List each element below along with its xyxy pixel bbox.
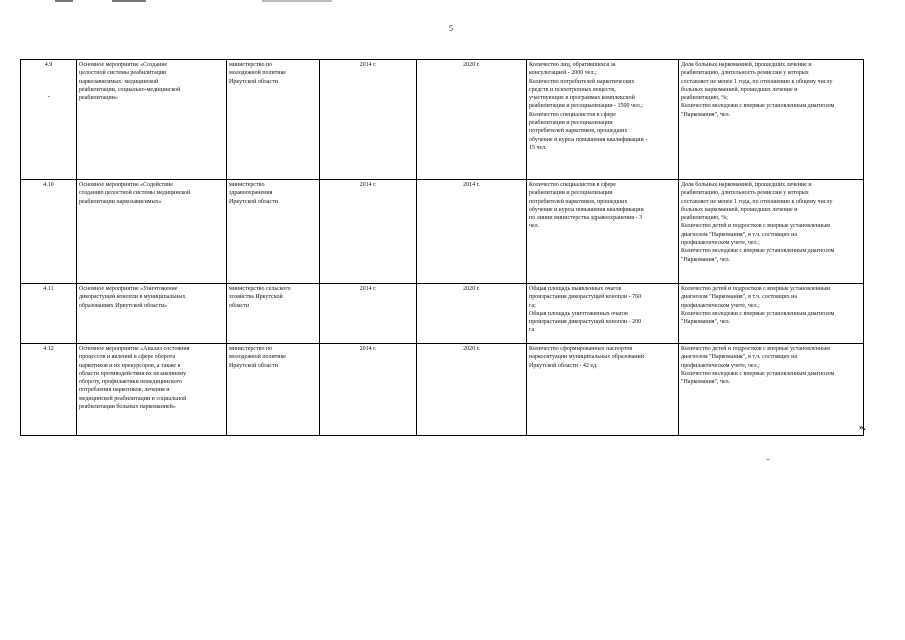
end-year-cell: 2020 г. — [417, 60, 527, 180]
indicators-cell-line: "Наркомания", чел. — [681, 256, 731, 263]
scan-artifact — [112, 0, 146, 2]
indicators-cell-line: диагнозом "Наркомания", в т.ч. состоящих на — [681, 354, 797, 361]
table-row — [21, 284, 864, 344]
event-cell-line: области противодействия их незаконному — [79, 370, 187, 377]
end-year-cell: 2020 г. — [417, 284, 527, 344]
results-cell-line: обучение и курсы повышения квалификации - — [529, 136, 648, 143]
event-cell — [77, 284, 227, 344]
indicators-cell-line: составляет не менее 1 года, по отношению к общему числу — [681, 198, 833, 205]
event-cell-line: реабилитации наркозависимых» — [79, 198, 162, 205]
event-cell-line: Основное мероприятие «Создание — [79, 62, 168, 68]
executor-cell-line: области — [229, 302, 250, 309]
event-cell-line: дикорастущей конопли в муниципальных — [79, 294, 186, 301]
event-cell-line: потребления наркотиков, лечения и — [79, 387, 170, 394]
event-cell-line: реабилитации, социально-медицинской — [79, 86, 181, 93]
executor-cell-line: Иркутской области — [229, 198, 278, 205]
results-cell-line: Общая площадь выявленных очагов — [529, 286, 622, 292]
results-cell-line: реабилитации и ресоциализации - 1500 чел.; — [529, 103, 643, 110]
indicators-cell — [679, 180, 864, 284]
indicators-cell-line: профилактическом учете, чел.; — [681, 302, 760, 309]
executor-cell-line: хозяйства Иркутской — [229, 294, 283, 301]
indicators-cell-line: "Наркомания", чел. — [681, 319, 731, 326]
indicators-cell-line: реабилитацию, %; — [681, 95, 728, 102]
event-cell-line: медицинской реабилитации и социальной — [79, 395, 187, 402]
event-cell-line: целостной системы реабилитации — [79, 70, 167, 77]
results-cell-line: Общая площадь уничтоженных очагов — [529, 310, 628, 317]
indicators-cell-line: Количество молодежи с впервые установленным диагнозом — [681, 248, 835, 255]
results-cell-line: 15 чел. — [529, 144, 547, 151]
indicators-cell-line: профилактическом учете, чел.; — [681, 362, 760, 369]
indicators-cell-line: больных наркоманией, прошедших лечение и — [681, 206, 798, 213]
indicators-cell-line: Количество детей и подростков с впервые установленным — [681, 286, 830, 292]
executor-cell-line: министерство по — [229, 346, 273, 352]
results-cell-line: Количество специалистов в сфере — [529, 182, 616, 188]
executor-cell-line: министерство — [229, 182, 265, 188]
event-cell-line: наркозависимых: медицинской — [79, 78, 159, 85]
indicators-cell — [679, 60, 864, 180]
results-cell-line: средств и психотропных веществ, — [529, 86, 616, 93]
start-year-cell: 2014 г. — [320, 284, 417, 344]
event-cell-line: реабилитации больных наркоманией» — [79, 404, 176, 411]
indicators-cell-line: диагнозом "Наркомания", в т.ч. состоящих на — [681, 294, 797, 301]
results-cell-line: по линии министерства здравоохранения - 3 — [529, 215, 642, 222]
scan-artifact — [262, 0, 332, 2]
end-year-cell: 2014 г. — [417, 180, 527, 284]
indicators-cell-line: реабилитацию, длительность ремиссии у которых — [681, 190, 809, 197]
results-cell-line: произрастания дикорастущей конопли - 760 — [529, 294, 642, 301]
executor-cell-line: молодежной политике — [229, 70, 286, 77]
scan-speck — [766, 459, 770, 460]
indicators-cell-line: Количество детей и подростков с впервые установленным — [681, 223, 830, 230]
executor-cell-line: молодежной политике — [229, 354, 286, 361]
scan-artifact — [55, 0, 73, 2]
table-row — [21, 344, 864, 436]
results-cell-line: Иркутской области - 42 ед. — [529, 362, 598, 369]
indicators-cell — [679, 344, 864, 436]
indicators-cell-line: "Наркомания", чел. — [681, 379, 731, 386]
event-cell-line: процессов и явлений в сфере оборота — [79, 354, 176, 361]
indicators-cell-line: профилактическом учете, чел.; — [681, 240, 760, 247]
row-number-cell: 4.12 — [21, 344, 77, 436]
indicators-cell-line: больных наркоманией, прошедших лечение и — [681, 86, 798, 93]
results-cell-line: га; — [529, 302, 536, 309]
event-cell-line: наркотиков и их прекурсоров, а также в — [79, 362, 181, 369]
executor-cell-line: министерство сельского — [229, 286, 291, 292]
event-cell-line: созданию целостной системы медицинской — [79, 190, 191, 197]
event-cell — [77, 180, 227, 284]
event-cell-line: обороту, профилактики немедицинского — [79, 379, 182, 386]
results-cell — [527, 180, 679, 284]
results-cell-line: участвующих в программах комплексной — [529, 95, 635, 102]
event-cell-line: Основное мероприятие «Содействие — [79, 182, 173, 188]
indicators-cell-line: реабилитацию, длительность ремиссии у которых — [681, 70, 809, 77]
indicators-cell — [679, 284, 864, 344]
results-cell-line: Количество сформированных паспортов — [529, 346, 633, 352]
indicators-cell-line: Доля больных наркоманией, прошедших лечение и — [681, 182, 812, 188]
table-row — [21, 60, 864, 180]
indicators-cell-line: диагнозом "Наркомания", в т.ч. состоящих на — [681, 231, 797, 238]
row-number-cell: 4.11 — [21, 284, 77, 344]
results-cell-line: реабилитации и ресоциализации — [529, 120, 613, 127]
event-cell — [77, 344, 227, 436]
executor-cell — [227, 60, 320, 180]
results-cell — [527, 60, 679, 180]
row-number-cell: 4.10 — [21, 180, 77, 284]
results-cell-line: наркоситуации муниципальных образований — [529, 354, 644, 361]
results-cell-line: Количество потребителей наркотических — [529, 78, 635, 85]
results-cell-line: консультацией - 2000 чел.; — [529, 70, 597, 77]
event-cell-line: образованиях Иркутской области» — [79, 302, 168, 309]
results-cell-line: обучение и курсы повышения квалификации — [529, 206, 644, 213]
trailing-mark: ». — [859, 422, 866, 432]
executor-cell — [227, 344, 320, 436]
indicators-cell-line: Количество молодежи с впервые установленным диагнозом — [681, 103, 835, 110]
start-year-cell: 2014 г. — [320, 60, 417, 180]
results-cell-line: га — [529, 327, 535, 334]
program-events-table — [20, 59, 864, 436]
indicators-cell-line: Количество молодежи с впервые установленным диагнозом — [681, 370, 835, 377]
results-cell-line: потребителей наркотиков, прошедших — [529, 128, 628, 135]
indicators-cell-line: Количество молодежи с впервые установленным диагнозом — [681, 310, 835, 317]
executor-cell — [227, 284, 320, 344]
table-row — [21, 180, 864, 284]
indicators-cell-line: реабилитацию, %; — [681, 215, 728, 222]
start-year-cell: 2014 г. — [320, 344, 417, 436]
results-cell-line: реабилитации и ресоциализации — [529, 190, 613, 197]
page-number: 5 — [449, 24, 453, 33]
row-number-cell: 4.9 — [21, 60, 77, 180]
executor-cell-line: здравоохранения — [229, 190, 273, 197]
end-year-cell: 2020 г. — [417, 344, 527, 436]
results-cell-line: потребителей наркотиков, прошедших — [529, 198, 628, 205]
event-cell — [77, 60, 227, 180]
indicators-cell-line: Количество детей и подростков с впервые установленным — [681, 346, 830, 352]
results-cell — [527, 344, 679, 436]
scan-speck — [48, 96, 50, 97]
indicators-cell-line: составляет не менее 1 года, по отношению к общему числу — [681, 78, 833, 85]
event-cell-line: Основное мероприятие «Уничтожение — [79, 286, 178, 292]
results-cell-line: Количество лиц, обратившихся за — [529, 62, 616, 68]
start-year-cell: 2014 г. — [320, 180, 417, 284]
indicators-cell-line: "Наркомания", чел. — [681, 111, 731, 118]
results-cell-line: чел. — [529, 223, 540, 230]
executor-cell-line: Иркутской области — [229, 362, 278, 369]
executor-cell — [227, 180, 320, 284]
indicators-cell-line: Доля больных наркоманией, прошедших лечение и — [681, 62, 812, 68]
event-cell-line: реабилитации» — [79, 95, 118, 102]
results-cell-line: произрастания дикорастущей конопли - 200 — [529, 319, 642, 326]
executor-cell-line: министерство по — [229, 62, 273, 68]
event-cell-line: Основное мероприятие «Анализ состояния — [79, 346, 190, 352]
results-cell-line: Количество специалистов в сфере — [529, 111, 616, 118]
executor-cell-line: Иркутской области — [229, 78, 278, 85]
results-cell — [527, 284, 679, 344]
